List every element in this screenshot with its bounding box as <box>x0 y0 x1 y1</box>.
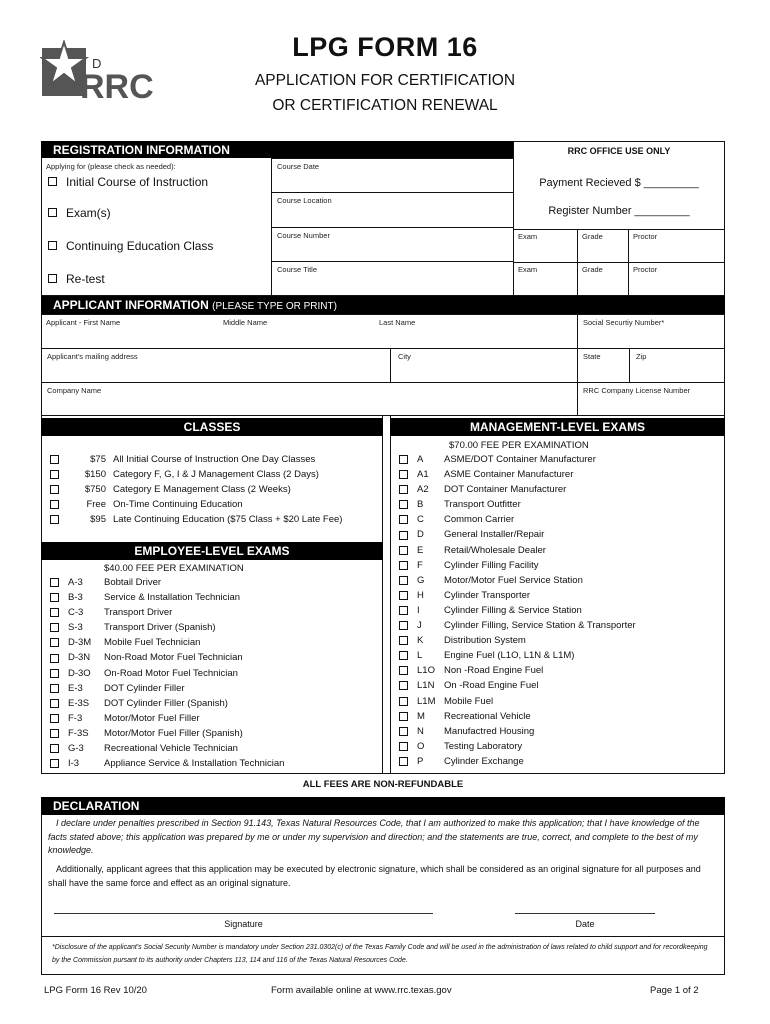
checkbox[interactable] <box>48 177 57 186</box>
employee-exam-item[interactable]: F-3 Motor/Motor Fuel Filler <box>50 711 284 726</box>
office-grade-2[interactable]: Grade <box>577 262 629 296</box>
date-label: Date <box>575 919 595 929</box>
office-proctor-1[interactable]: Proctor <box>628 229 725 263</box>
registration-heading: REGISTRATION INFORMATION <box>41 141 514 158</box>
course-title-field[interactable]: Course Title <box>271 261 514 296</box>
checkbox[interactable] <box>50 669 59 678</box>
electronic-signature-text: Additionally, applicant agrees that this application may be executed by electronic signature, which shall be considered as an original signature for all purposes and shall have the same force and effect as an original signature. <box>48 864 701 888</box>
page-number: Page 1 of 2 <box>650 985 699 996</box>
course-date-field[interactable]: Course Date <box>271 158 514 193</box>
form-subtitle-2: OR CERTIFICATION RENEWAL <box>272 97 498 114</box>
checkbox[interactable] <box>399 636 408 645</box>
checkbox[interactable] <box>399 455 408 464</box>
checkbox[interactable] <box>50 623 59 632</box>
checkbox[interactable] <box>399 531 408 540</box>
declaration-text: I declare under penalties prescribed in Section 91.143, Texas Natural Resources Code, that I am authorized to make this application; that I have knowledge of the facts stated above; this application was prepared by me or under my supervision and direction; and the statements are true, correct, and complete to the best of my knowledge. <box>48 818 700 855</box>
applicant-heading: APPLICANT INFORMATION (PLEASE TYPE OR PRINT) <box>41 296 725 314</box>
checkbox[interactable] <box>399 591 408 600</box>
employee-exam-item[interactable]: B-3 Service & Installation Technician <box>50 590 284 605</box>
management-exam-item[interactable]: O Testing Laboratory <box>399 739 636 754</box>
management-exam-item[interactable]: C Common Carrier <box>399 512 636 527</box>
management-heading: MANAGEMENT-LEVEL EXAMS <box>390 418 725 436</box>
employee-exam-item[interactable]: G-3 Recreational Vehicle Technician <box>50 741 284 756</box>
checkbox[interactable] <box>399 500 408 509</box>
checkbox[interactable] <box>399 681 408 690</box>
checkbox[interactable] <box>50 729 59 738</box>
checkbox[interactable] <box>399 546 408 555</box>
checkbox[interactable] <box>399 576 408 585</box>
management-exam-item[interactable]: E Retail/Wholesale Dealer <box>399 543 636 558</box>
fees-note: ALL FEES ARE NON-REFUNDABLE <box>302 779 464 790</box>
checkbox[interactable] <box>399 757 408 766</box>
employee-exam-item[interactable]: D-3O On-Road Motor Fuel Technician <box>50 666 284 681</box>
employee-exam-item[interactable]: A-3 Bobtail Driver <box>50 575 284 590</box>
management-exam-item[interactable]: H Cylinder Transporter <box>399 588 636 603</box>
middle-name-label: Middle Name <box>223 318 268 327</box>
checkbox[interactable] <box>399 742 408 751</box>
checkbox[interactable] <box>50 455 59 464</box>
employee-exam-item[interactable]: E-3 DOT Cylinder Filler <box>50 681 284 696</box>
checkbox[interactable] <box>399 515 408 524</box>
management-exam-item[interactable]: A2 DOT Container Manufacturer <box>399 482 636 497</box>
disclosure-text: *Disclosure of the applicant's Social Security Number is mandatory under Section 231.0302(c) of the Texas Family Code and will be used in the administration of laws related to child support and for recordkeeping by the Commission pursant to its authority under Chapters 113, 114 and 116 of the Texas Natural Resources Code. <box>52 944 708 964</box>
checkbox[interactable] <box>50 470 59 479</box>
checkbox[interactable] <box>50 699 59 708</box>
office-proctor-2[interactable]: Proctor <box>628 262 725 296</box>
form-title: LPG FORM 16 <box>292 32 478 62</box>
management-exam-item[interactable]: L1M Mobile Fuel <box>399 694 636 709</box>
column-divider <box>382 416 391 774</box>
company-name-field[interactable]: Company Name <box>41 382 578 416</box>
option-continuing-ed[interactable]: Continuing Education Class <box>48 238 213 253</box>
checkbox[interactable] <box>50 593 59 602</box>
form-subtitle-1: APPLICATION FOR CERTIFICATION <box>254 72 516 89</box>
management-exam-item[interactable]: M Recreational Vehicle <box>399 709 636 724</box>
svg-text:RRC: RRC <box>80 68 154 102</box>
checkbox[interactable] <box>50 608 59 617</box>
rrc-logo <box>40 40 162 102</box>
checkbox[interactable] <box>48 241 57 250</box>
employee-exam-item[interactable]: E-3S DOT Cylinder Filler (Spanish) <box>50 696 284 711</box>
class-item[interactable]: $750 Category E Management Class (2 Weeks) <box>50 482 342 497</box>
employee-exam-item[interactable]: F-3S Motor/Motor Fuel Filler (Spanish) <box>50 726 284 741</box>
management-exam-item[interactable]: L Engine Fuel (L1O, L1N & L1M) <box>399 648 636 663</box>
last-name-label: Last Name <box>379 318 416 327</box>
checkbox[interactable] <box>399 727 408 736</box>
checkbox[interactable] <box>399 470 408 479</box>
class-item[interactable]: $75 All Initial Course of Instruction One Day Classes <box>50 452 342 467</box>
signature-line[interactable] <box>54 913 433 914</box>
office-exam-1[interactable]: Exam <box>513 229 578 263</box>
checkbox[interactable] <box>48 208 57 217</box>
management-exam-item[interactable]: G Motor/Motor Fuel Service Station <box>399 573 636 588</box>
office-grade-1[interactable]: Grade <box>577 229 629 263</box>
course-location-field[interactable]: Course Location <box>271 192 514 228</box>
office-heading: RRC OFFICE USE ONLY <box>567 146 671 156</box>
ssn-field[interactable]: Social Securtiy Number* <box>577 314 725 349</box>
license-number-field[interactable]: RRC Company License Number <box>577 382 725 416</box>
office-exam-2[interactable]: Exam <box>513 262 578 296</box>
checkbox[interactable] <box>50 759 59 768</box>
mailing-address-field[interactable]: Applicant's mailing address <box>41 348 391 383</box>
classes-list <box>50 452 342 527</box>
checkbox[interactable] <box>399 606 408 615</box>
employee-exam-item[interactable]: D-3N Non-Road Motor Fuel Technician <box>50 650 284 665</box>
employee-exam-list <box>50 575 284 771</box>
management-exam-item[interactable]: F Cylinder Filling Facility <box>399 558 636 573</box>
checkbox[interactable] <box>399 697 408 706</box>
applicant-name-row[interactable] <box>41 314 578 349</box>
option-initial[interactable]: Initial Course of Instruction <box>48 174 208 189</box>
management-exam-item[interactable]: A ASME/DOT Container Manufacturer <box>399 452 636 467</box>
checkbox[interactable] <box>50 515 59 524</box>
form-online-link[interactable]: Form available online at www.rrc.texas.gov <box>271 985 452 996</box>
employee-exam-item[interactable]: C-3 Transport Driver <box>50 605 284 620</box>
management-exam-item[interactable]: D General Installer/Repair <box>399 527 636 542</box>
checkbox[interactable] <box>50 714 59 723</box>
employee-fee: $40.00 FEE PER EXAMINATION <box>104 563 244 574</box>
register-number: Register Number _________ <box>548 205 690 217</box>
class-item[interactable]: $95 Late Continuing Education ($75 Class + $20 Late Fee) <box>50 512 342 527</box>
disclosure-divider <box>41 936 725 937</box>
checkbox[interactable] <box>50 654 59 663</box>
management-exam-item[interactable]: J Cylinder Filling, Service Station & Transporter <box>399 618 636 633</box>
checkbox[interactable] <box>399 561 408 570</box>
management-exam-list <box>399 452 636 769</box>
management-exam-item[interactable]: A1 ASME Container Manufacturer <box>399 467 636 482</box>
date-line[interactable] <box>515 913 655 914</box>
management-exam-item[interactable]: L1O Non -Road Engine Fuel <box>399 663 636 678</box>
option-exams[interactable]: Exam(s) <box>48 205 111 220</box>
classes-heading: CLASSES <box>41 418 383 436</box>
state-field[interactable]: State <box>577 348 630 383</box>
management-exam-item[interactable]: N Manufactred Housing <box>399 724 636 739</box>
checkbox[interactable] <box>399 485 408 494</box>
checkbox[interactable] <box>50 684 59 693</box>
checkbox[interactable] <box>50 744 59 753</box>
svg-text:D: D <box>92 56 102 71</box>
declaration-heading: DECLARATION <box>41 797 725 815</box>
management-exam-item[interactable]: P Cylinder Exchange <box>399 754 636 769</box>
employee-exam-item[interactable]: D-3M Mobile Fuel Technician <box>50 635 284 650</box>
management-exam-item[interactable]: K Distribution System <box>399 633 636 648</box>
employee-heading: EMPLOYEE-LEVEL EXAMS <box>41 542 383 560</box>
city-field[interactable]: City <box>390 348 578 383</box>
employee-exam-item[interactable]: I-3 Appliance Service & Installation Technician <box>50 756 284 771</box>
form-revision: LPG Form 16 Rev 10/20 <box>44 985 147 996</box>
management-exam-item[interactable]: L1N On -Road Engine Fuel <box>399 678 636 693</box>
first-name-label: Applicant - First Name <box>46 318 121 327</box>
checkbox[interactable] <box>399 621 408 630</box>
applying-for-label: Applying for (please check as needed): <box>46 162 176 171</box>
management-exam-item[interactable]: B Transport Outfitter <box>399 497 636 512</box>
management-exam-item[interactable]: I Cylinder Filling & Service Station <box>399 603 636 618</box>
checkbox[interactable] <box>399 651 408 660</box>
class-item[interactable]: $150 Category F, G, I & J Management Class (2 Days) <box>50 467 342 482</box>
checkbox[interactable] <box>50 638 59 647</box>
option-retest[interactable]: Re-test <box>48 271 105 286</box>
checkbox[interactable] <box>399 666 408 675</box>
checkbox[interactable] <box>50 578 59 587</box>
checkbox[interactable] <box>399 712 408 721</box>
payment-received: Payment Recieved $ _________ <box>539 177 699 189</box>
zip-field[interactable]: Zip <box>629 348 725 383</box>
checkbox[interactable] <box>50 485 59 494</box>
employee-exam-item[interactable]: S-3 Transport Driver (Spanish) <box>50 620 284 635</box>
checkbox[interactable] <box>50 500 59 509</box>
class-item[interactable]: Free On-Time Continuing Education <box>50 497 342 512</box>
signature-label: Signature <box>224 919 263 929</box>
management-fee: $70.00 FEE PER EXAMINATION <box>449 440 589 451</box>
course-number-field[interactable]: Course Number <box>271 227 514 262</box>
checkbox[interactable] <box>48 274 57 283</box>
